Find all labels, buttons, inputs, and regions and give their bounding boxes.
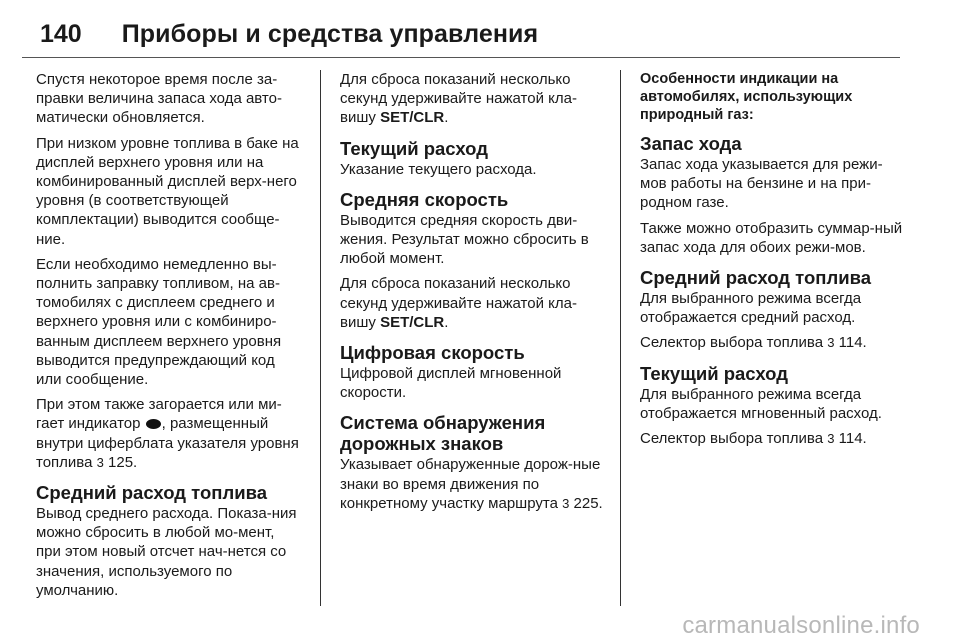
paragraph-low-fuel: При низком уровне топлива в баке на дисплей верхнего уровня или на комбинированный дисплей верх-него уровня (в соответствующей комплектации) выводится сообще-ние. bbox=[36, 134, 299, 248]
page-title: Приборы и средства управления bbox=[121, 19, 539, 48]
page-ref: 114. bbox=[838, 430, 867, 448]
paragraph-avg-fuel: Вывод среднего расхода. Показа-ния можно сбросить в любой мо-мент, при этом новый отсчет нач-нется со значения, используемого по умолчанию. bbox=[36, 505, 297, 599]
set-clr-key: SET/CLR bbox=[380, 109, 445, 127]
paragraph-reset-1 bbox=[340, 70, 606, 128]
column-1 bbox=[36, 70, 302, 606]
paragraph-range-update: Спустя некоторое время после за-правки величина запаса хода авто-матически обновляется. bbox=[36, 71, 282, 127]
paragraph-current-consumption-gas: Для выбранного режима всегда отображается мгновенный расход. bbox=[640, 385, 882, 422]
page-number: 140 bbox=[40, 19, 82, 48]
reset-end: . bbox=[444, 313, 449, 331]
heading-range: Запас хода bbox=[640, 133, 742, 154]
column-divider-1 bbox=[320, 70, 321, 606]
paragraph-avg-fuel-gas: Для выбранного режима всегда отображается средний расход. bbox=[640, 290, 862, 327]
paragraph-reset-2 bbox=[340, 274, 606, 332]
paragraph-current-consumption: Указание текущего расхода. bbox=[340, 160, 537, 178]
fuel-selector-text: Селектор выбора топлива bbox=[640, 334, 824, 352]
page-ref: 225. bbox=[573, 494, 603, 512]
paragraph-digital-speed: Цифровой дисплей мгновенной скорости. bbox=[340, 365, 562, 402]
paragraph-refuel-warning: Если необходимо немедленно вы-полнить заправку топливом, на ав-томобилях с дисплеем среднего и верхнего уровня или с комбиниро-ванным дисплеем верхнего уровня выводится предупреждающий код или сообщение. bbox=[36, 255, 282, 389]
page-ref-arrow-icon: 3 bbox=[827, 431, 835, 447]
heading-avg-speed: Средняя скорость bbox=[340, 188, 509, 210]
column-3 bbox=[640, 70, 908, 454]
column-2 bbox=[340, 70, 606, 519]
page-header bbox=[40, 14, 920, 54]
paragraph-total-range: Также можно отобразить суммар-ный запас хода для обоих режи-мов. bbox=[640, 219, 903, 256]
reset-end: . bbox=[444, 109, 449, 127]
fuel-selector-text: Селектор выбора топлива bbox=[640, 430, 824, 448]
heading-natural-gas: Особенности индикации на автомобилях, использующих природный газ: bbox=[640, 71, 853, 123]
watermark: carmanualsonline.info bbox=[682, 612, 920, 639]
fuel-indicator-icon bbox=[146, 419, 161, 429]
paragraph-fuel-selector-2 bbox=[640, 429, 908, 448]
sign-detection-text: Указывает обнаруженные дорож-ные знаки во время движения по конкретному участку маршрута bbox=[340, 456, 601, 512]
paragraph-avg-speed: Выводится средняя скорость дви-жения. Результат можно сбросить в любой момент. bbox=[340, 211, 589, 268]
paragraph-range: Запас хода указывается для режи-мов работы на бензине и на при-родном газе. bbox=[640, 156, 883, 212]
page-ref: 114. bbox=[838, 334, 867, 352]
set-clr-key: SET/CLR bbox=[380, 313, 445, 331]
reset-text: Для сброса показаний несколько секунд удерживайте нажатой кла-вишу bbox=[340, 71, 577, 127]
heading-avg-fuel: Средний расход топлива bbox=[36, 482, 267, 504]
page-ref-arrow-icon: 3 bbox=[562, 495, 570, 511]
header-rule bbox=[22, 57, 900, 58]
heading-digital-speed: Цифровая скорость bbox=[340, 342, 525, 364]
heading-avg-fuel-gas: Средний расход топлива bbox=[640, 267, 871, 289]
heading-sign-detection: Система обнаружения дорожных знаков bbox=[340, 412, 546, 455]
indicator-text-b: , размещенный внутри циферблата указателя уровня топлива bbox=[36, 415, 299, 471]
indicator-text-a: При этом также загорается или ми-гает индикатор bbox=[36, 396, 282, 433]
page-ref: 125. bbox=[108, 453, 138, 471]
page-ref-arrow-icon: 3 bbox=[96, 454, 104, 470]
paragraph-sign-detection bbox=[340, 455, 606, 513]
heading-current-consumption: Текущий расход bbox=[340, 137, 488, 159]
page-ref-arrow-icon: 3 bbox=[827, 335, 835, 351]
paragraph-fuel-selector-1 bbox=[640, 333, 908, 352]
paragraph-indicator bbox=[36, 395, 302, 472]
column-divider-2 bbox=[620, 70, 621, 606]
reset-text: Для сброса показаний несколько секунд удерживайте нажатой кла-вишу bbox=[340, 275, 577, 331]
heading-current-consumption-gas: Текущий расход bbox=[640, 362, 788, 384]
